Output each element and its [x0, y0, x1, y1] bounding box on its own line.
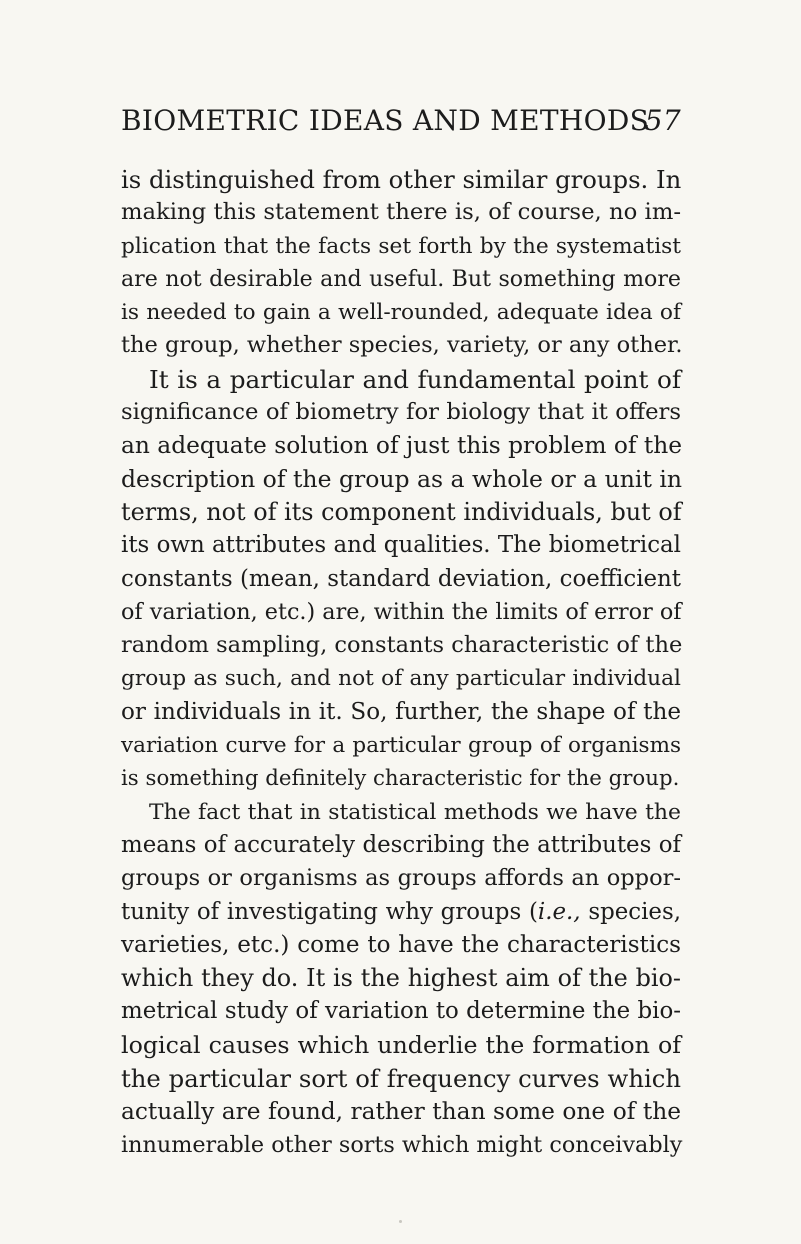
text-line: description of the group as a whole or a unit in: [121, 464, 683, 493]
text-line: which they do. It is the highest aim of the bio-: [121, 964, 681, 993]
text-line: metrical study of variation to determine the bio-: [121, 998, 681, 1025]
body-text: [121, 163, 681, 1162]
text-line: is needed to gain a well-rounded, adequate idea of: [121, 300, 681, 326]
text-line: plication that the facts set forth by the systematist: [121, 233, 681, 259]
text-line: actually are found, rather than some one of the: [121, 1098, 681, 1126]
text-run: species,: [580, 898, 682, 925]
text-line: terms, not of its component individuals, but of: [121, 497, 682, 526]
text-line: logical causes which underlie the formation of: [121, 1030, 681, 1059]
text-line: random sampling, constants characteristic of the: [121, 632, 683, 659]
paper-speck: [399, 1220, 402, 1223]
text-line: the group, whether species, variety, or any other.: [121, 332, 683, 359]
text-line: It is a particular and fundamental point of: [149, 364, 681, 394]
text-line: constants (mean, standard deviation, coefficient: [121, 565, 681, 592]
text-line: significance of biometry for biology that it offers: [121, 399, 681, 426]
text-line: is something definitely characteristic for the group.: [121, 766, 680, 792]
text-line: innumerable other sorts which might conceivably: [121, 1131, 683, 1158]
text-line: of variation, etc.) are, within the limits of error of: [121, 598, 682, 625]
text-line: means of accurately describing the attributes of: [121, 831, 681, 858]
text-line: The fact that in statistical methods we have the: [149, 799, 681, 825]
italic-text: i.e.,: [537, 898, 581, 925]
text-line: group as such, and not of any particular individual: [121, 666, 681, 692]
text-line: groups or organisms as groups affords an oppor-: [121, 865, 681, 892]
text-line: its own attributes and qualities. The biometrical: [121, 532, 681, 559]
text-line: [121, 896, 681, 929]
text-line: an adequate solution of just this problem of the: [121, 432, 683, 460]
page-number: 57: [644, 104, 681, 137]
text-line: or individuals in it. So, further, the shape of the: [121, 698, 681, 725]
text-line: making this statement there is, of course, no im-: [121, 199, 681, 226]
text-line: the particular sort of frequency curves which: [121, 1064, 681, 1094]
text-line: is distinguished from other similar groups. In: [121, 165, 682, 194]
text-run: tunity of investigating why groups (: [121, 898, 538, 925]
text-line: variation curve for a particular group of organisms: [121, 733, 681, 759]
text-line: are not desirable and useful. But something more: [121, 265, 681, 292]
text-line: varieties, etc.) come to have the characteristics: [121, 931, 681, 958]
running-head-title: BIOMETRIC IDEAS AND METHODS: [121, 104, 650, 137]
running-head: [121, 104, 681, 138]
